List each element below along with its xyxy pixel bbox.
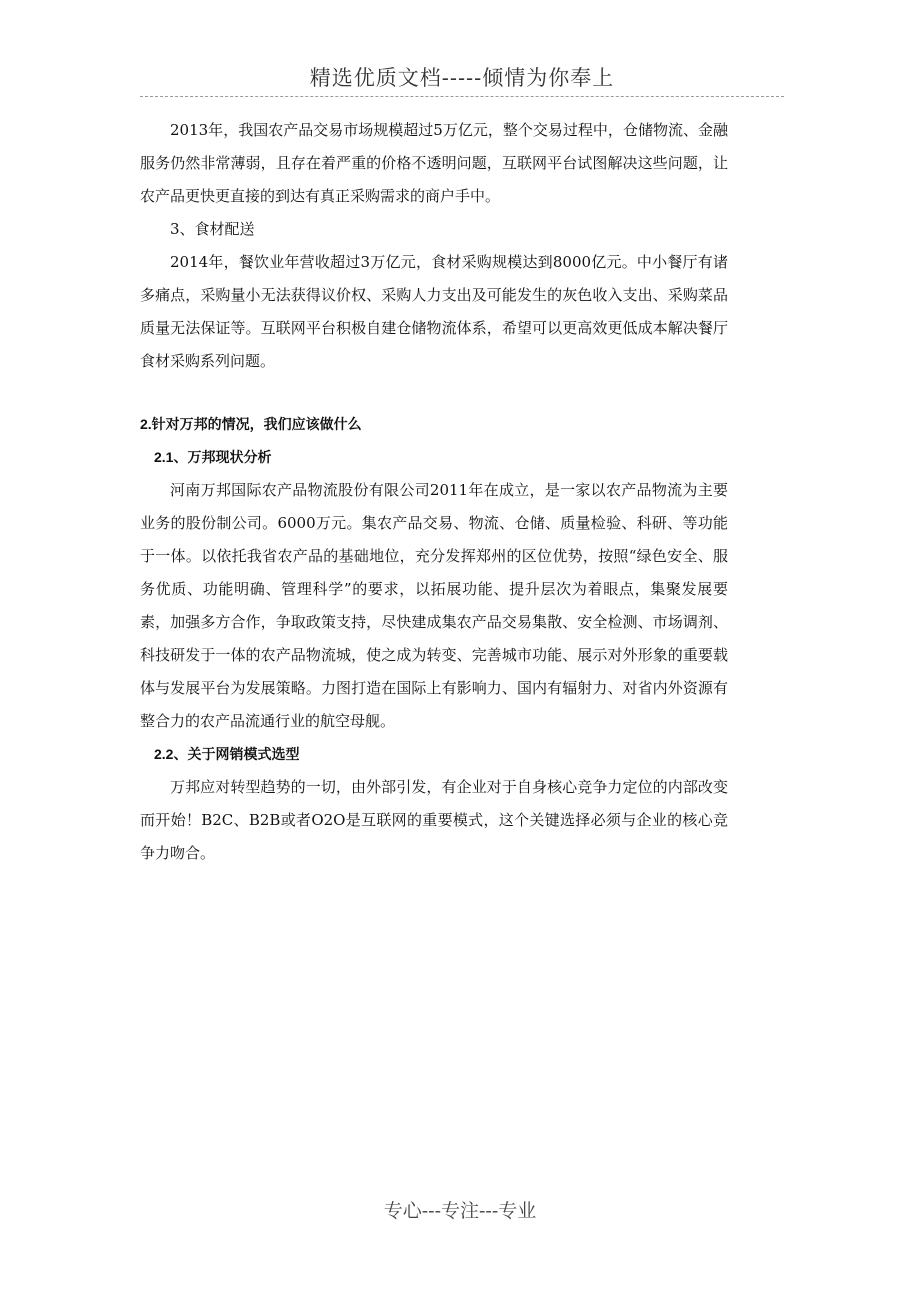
paragraph-wanbang-analysis: 河南万邦国际农产品物流股份有限公司2011年在成立，是一家以农产品物流为主要业务的股份制公司。6000万元。集农产品交易、物流、仓储、质量检验、科研、等功能于一体。以依托我省农产品的基础地位，充分发挥郑州的区位优势，按照“绿色安全、服务优质、功能明确、管理科学”的要求，以拓展功能、提升层次为着眼点，集聚发展要素，加强多方合作，争取政策支持，尽快建成集农产品交易集散、安全检测、市场调剂、科技研发于一体的农产品物流城，使之成为转变、完善城市功能、展示对外形象的重要载体与发展平台为发展策略。力图打造在国际上有影响力、国内有辐射力、对省内外资源有整合力的农产品流通行业的航空母舰。 bbox=[140, 481, 728, 730]
page-footer: 专心---专注---专业 bbox=[383, 1200, 537, 1222]
page-header: 精选优质文档-----倾情为你奉上 bbox=[309, 66, 615, 90]
document-body bbox=[140, 114, 728, 870]
paragraph-market-scale: 2013年，我国农产品交易市场规模超过5万亿元，整个交易过程中，仓储物流、金融服务仍然非常薄弱，且存在着严重的价格不透明问题，互联网平台试图解决这些问题，让农产品更快更直接的到达有真正采购需求的商户手中。 bbox=[140, 121, 728, 205]
paragraph-online-model: 万邦应对转型趋势的一切，由外部引发，有企业对于自身核心竞争力定位的内部改变而开始！B2C、B2B或者O2O是互联网的重要模式，这个关键选择必须与企业的核心竞争力吻合。 bbox=[140, 778, 728, 862]
section-heading-2: 2.针对万邦的情况，我们应该做什么 bbox=[140, 416, 362, 432]
section-spacer bbox=[140, 378, 728, 408]
subsection-heading-2-2: 2.2、关于网销模式选型 bbox=[154, 746, 300, 762]
subsection-heading-2-1: 2.1、万邦现状分析 bbox=[154, 449, 272, 465]
list-item-food-delivery: 3、食材配送 bbox=[170, 220, 255, 238]
paragraph-catering: 2014年，餐饮业年营收超过3万亿元，食材采购规模达到8000亿元。中小餐厅有诸多痛点，采购量小无法获得议价权、采购人力支出及可能发生的灰色收入支出、采购菜品质量无法保证等。互联网平台积极自建仓储物流体系，希望可以更高效更低成本解决餐厅食材采购系列问题。 bbox=[140, 253, 728, 370]
header-divider bbox=[140, 96, 784, 97]
